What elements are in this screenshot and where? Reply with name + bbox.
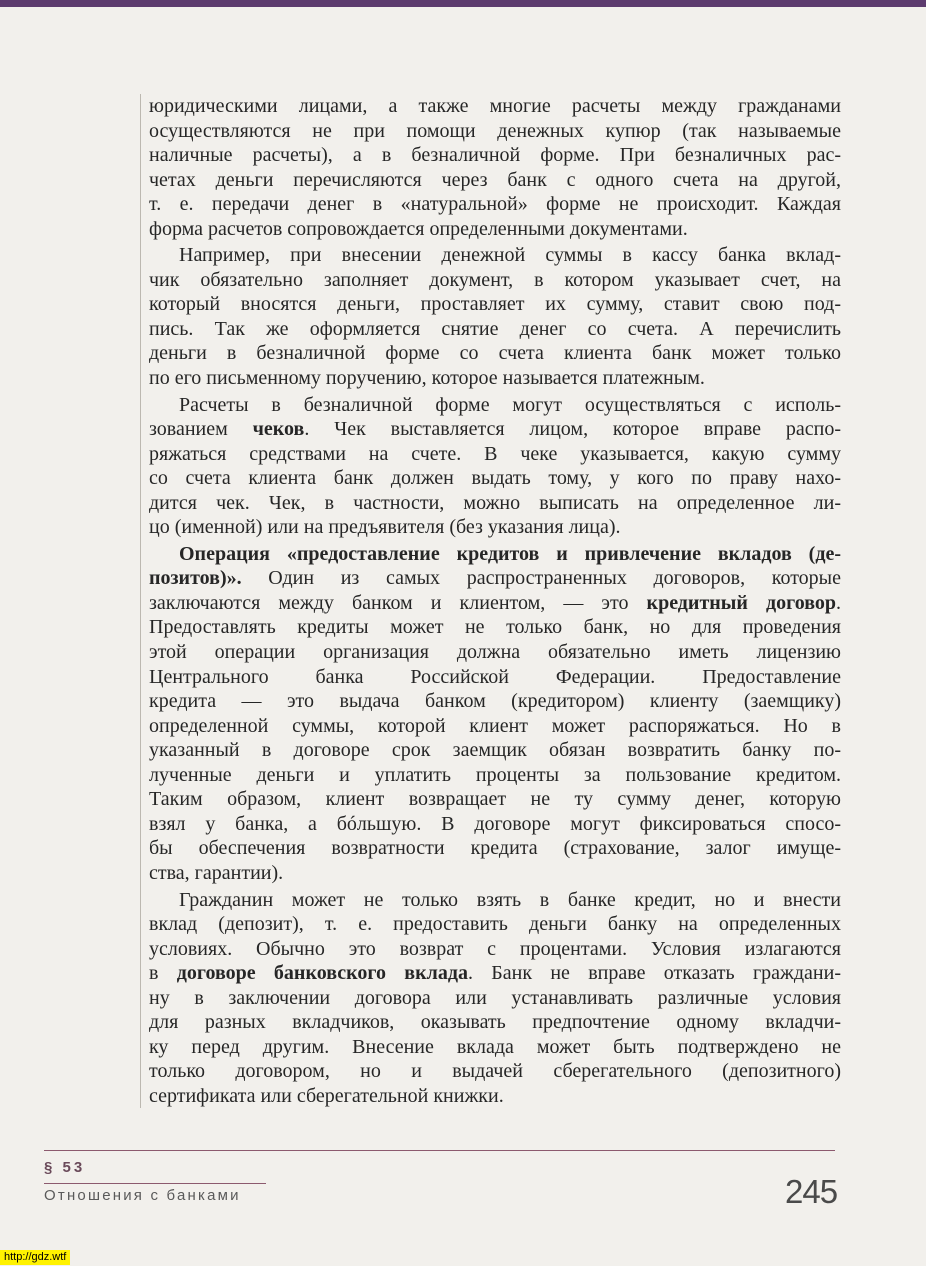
text-segment: деньги в безналичной форме со счета клиента банк может только	[149, 342, 841, 365]
text-segment: т. е. передачи денег в «натуральной» форме не происходит. Каждая	[149, 193, 841, 216]
text-line	[149, 566, 841, 591]
body-text	[140, 94, 841, 1108]
text-line	[149, 542, 841, 567]
text-segment: в	[149, 962, 177, 985]
text-segment: Один из самых распространенных договоров, которые	[241, 567, 841, 590]
text-segment: юридическими лицами, а также многие расчеты между гражданами	[149, 95, 841, 117]
text-segment: взял у банка, а бóльшую. В договоре могут фиксироваться спосо-	[149, 812, 841, 835]
text-segment: Таким образом, клиент возвращает не ту сумму денег, которую	[149, 788, 841, 811]
text-segment: зованием	[149, 418, 253, 441]
text-segment: ряжаться средствами на счете. В чеке указывается, какую сумму	[149, 442, 841, 465]
text-line	[149, 119, 841, 144]
text-line	[149, 466, 841, 491]
text-segment: указанный в договоре срок заемщик обязан возвратить банку по-	[149, 739, 841, 762]
text-line	[149, 393, 841, 418]
text-segment: ства, гарантии).	[149, 861, 284, 884]
bold-term: чеков	[252, 418, 305, 441]
text-line	[149, 912, 841, 937]
bold-term: Операция «предоставление кредитов и привлечение вкладов (де-	[179, 542, 841, 565]
text-segment: бы обеспечения возвратности кредита (страхование, залог имуще-	[149, 837, 841, 860]
text-line	[149, 615, 841, 640]
text-segment: форма расчетов сопровождается определенными документами.	[149, 217, 688, 240]
text-line	[149, 143, 841, 168]
text-line	[149, 861, 841, 886]
paragraph	[149, 393, 841, 540]
text-line	[149, 812, 841, 837]
bold-term: позитов)».	[149, 567, 242, 590]
text-line	[149, 1035, 841, 1060]
text-line	[149, 763, 841, 788]
text-segment: Расчеты в безналичной форме могут осуществляться с исполь-	[179, 393, 841, 416]
text-line	[149, 640, 841, 665]
text-segment: Центрального банка Российской Федерации. Предоставление	[149, 665, 841, 688]
text-segment: сертификата или сберегательной книжки.	[149, 1084, 504, 1107]
section-rule	[44, 1183, 266, 1184]
text-segment: определенной суммы, которой клиент может распоряжаться. Но в	[149, 714, 841, 737]
text-segment: заключаются между банком и клиентом, — это	[149, 591, 647, 614]
text-segment: Предоставлять кредиты может не только банк, но для проведения	[149, 616, 841, 639]
text-line	[149, 243, 841, 268]
text-line	[149, 217, 841, 242]
text-line	[149, 292, 841, 317]
section-number: § 53	[44, 1159, 86, 1176]
text-segment: для разных вкладчиков, оказывать предпочтение одному вкладчи-	[149, 1011, 841, 1034]
top-accent-bar	[0, 0, 926, 7]
text-line	[149, 1010, 841, 1035]
text-line	[149, 366, 841, 391]
text-line	[149, 665, 841, 690]
text-line	[149, 515, 841, 540]
text-segment: лученные деньги и уплатить проценты за пользование кредитом.	[149, 763, 841, 786]
text-segment: .	[836, 591, 841, 614]
text-line	[149, 268, 841, 293]
text-segment: со счета клиента банк должен выдать тому, у кого по праву нахо-	[149, 467, 841, 490]
page-number: 245	[785, 1173, 838, 1210]
text-line	[149, 591, 841, 616]
text-line	[149, 1059, 841, 1084]
paragraph	[149, 94, 841, 241]
text-line	[149, 491, 841, 516]
text-line	[149, 714, 841, 739]
text-segment: Гражданин может не только взять в банке кредит, но и внести	[179, 888, 841, 911]
text-line	[149, 787, 841, 812]
text-segment: который вносятся деньги, проставляет их сумму, ставит свою под-	[149, 293, 841, 316]
text-segment: этой операции организация должна обязательно иметь лицензию	[149, 641, 841, 664]
text-line	[149, 317, 841, 342]
text-segment: условиях. Обычно это возврат с процентами. Условия излагаются	[149, 937, 841, 960]
text-segment: наличные расчеты), а в безналичной форме. При безналичных рас-	[149, 144, 841, 167]
text-segment: цо (именной) или на предъявителя (без указания лица).	[149, 516, 621, 539]
paragraph	[149, 542, 841, 886]
text-line	[149, 168, 841, 193]
text-line	[149, 738, 841, 763]
text-segment: ну в заключении договора или устанавливать различные условия	[149, 986, 841, 1009]
bold-term: договоре банковского вклада	[176, 962, 468, 985]
text-segment: только договором, но и выдачей сберегательного (депозитного)	[149, 1060, 841, 1083]
watermark-link[interactable]: http://gdz.wtf	[0, 1250, 70, 1265]
text-line	[149, 417, 841, 442]
bold-term: кредитный договор	[646, 591, 836, 614]
text-segment: дится чек. Чек, в частности, можно выписать на определенное ли-	[149, 491, 841, 514]
text-line	[149, 836, 841, 861]
text-line	[149, 689, 841, 714]
text-line	[149, 1084, 841, 1109]
text-segment: вклад (депозит), т. е. предоставить деньги банку на определенных	[149, 913, 841, 936]
text-segment: . Банк не вправе отказать граждани-	[467, 962, 841, 985]
section-title: Отношения с банками	[44, 1187, 241, 1204]
footer-rule	[44, 1150, 835, 1151]
text-segment: пись. Так же оформляется снятие денег со счета. А перечислить	[149, 317, 841, 340]
text-segment: кредита — это выдача банком (кредитором) клиенту (заемщику)	[149, 690, 841, 713]
text-line	[149, 961, 841, 986]
text-segment: . Чек выставляется лицом, которое вправе распо-	[304, 418, 841, 441]
text-line	[149, 192, 841, 217]
text-segment: по его письменному поручению, которое называется платежным.	[149, 367, 705, 390]
text-segment: чик обязательно заполняет документ, в котором указывает счет, на	[149, 268, 841, 291]
text-segment: четах деньги перечисляются через банк с одного счета на другой,	[149, 168, 841, 191]
text-line	[149, 937, 841, 962]
text-line	[149, 94, 841, 119]
text-line	[149, 341, 841, 366]
text-segment: ку перед другим. Внесение вклада может быть подтверждено не	[149, 1035, 841, 1058]
paragraph	[149, 888, 841, 1109]
text-segment: осуществляются не при помощи денежных купюр (так называемые	[149, 119, 841, 142]
text-segment: Например, при внесении денежной суммы в кассу банка вклад-	[179, 244, 841, 267]
text-line	[149, 442, 841, 467]
text-line	[149, 986, 841, 1011]
paragraph	[149, 243, 841, 390]
text-line	[149, 888, 841, 913]
